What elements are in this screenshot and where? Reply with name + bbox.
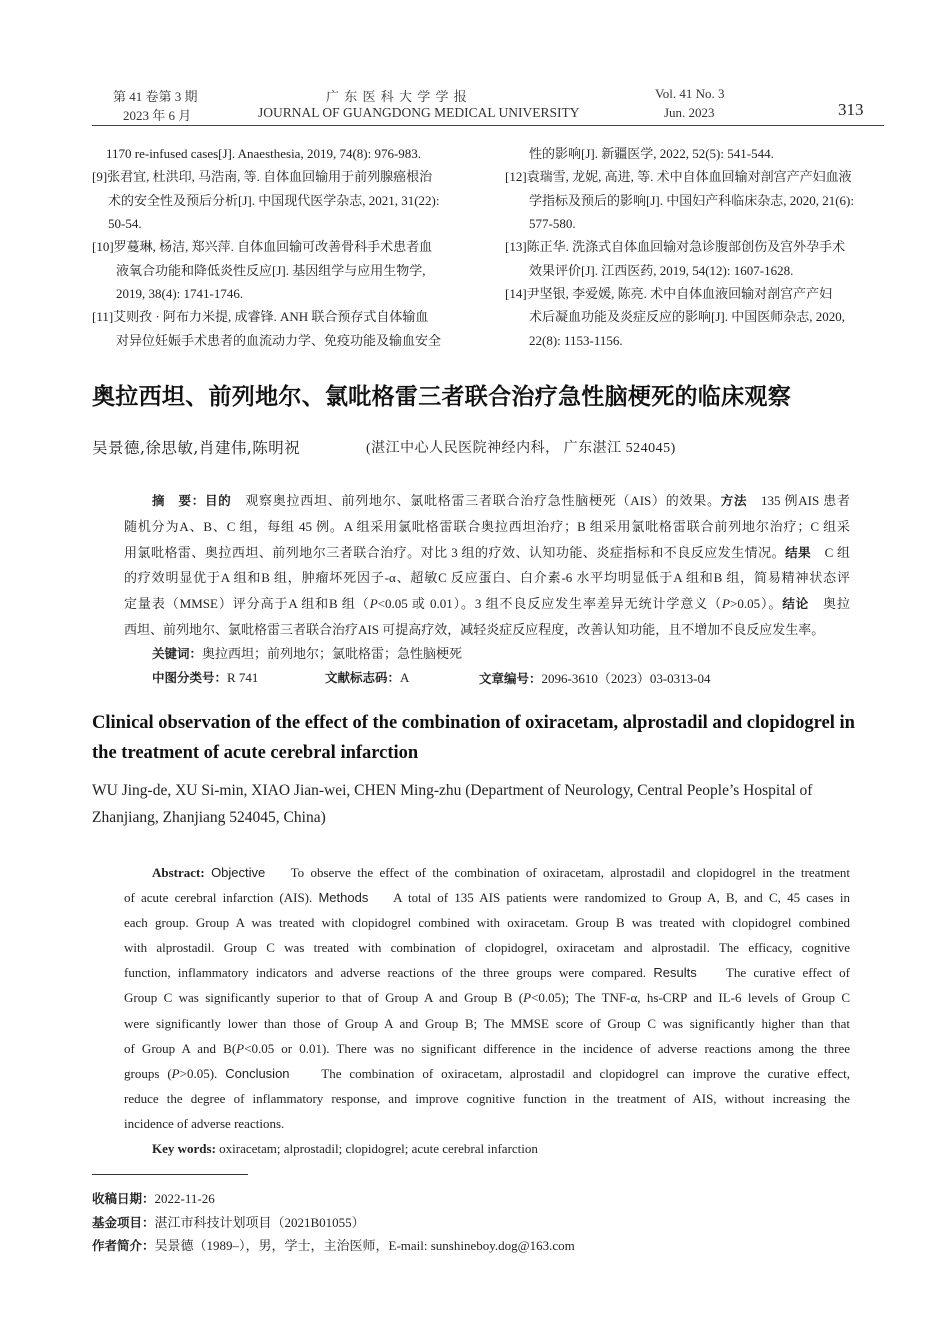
abstract-cn-text: <0.05 或 0.01）。3 组不良反应发生率差异无统计学意义（ (377, 596, 723, 612)
abstract-en-line: incidence of adverse reactions. (124, 1115, 285, 1131)
article-number (479, 668, 711, 687)
footnote-received (92, 1189, 215, 1207)
reference-line: [14]尹坚银, 李爱媛, 陈亮. 术中自体血液回输对剖宫产产妇 (505, 286, 833, 301)
abstract-en-text: The combination of oxiracetam, alprostadil and clopidogrel can improve the curative effect, (321, 1065, 850, 1081)
document-code (325, 668, 409, 686)
article-title-en-line1: Clinical observation of the effect of the combination of oxiracetam, alprostadil and clopidogrel in (92, 713, 855, 733)
abstract-cn-line: 西坦、前列地尔、氯吡格雷三者联合治疗AIS 可提高疗效，减轻炎症反应程度，改善认知功能，且不增加不良反应发生率。 (124, 621, 825, 637)
reference-line: 术的安全性及预后分析[J]. 中国现代医学杂志, 2021, 31(22): (108, 193, 440, 208)
abstract-label-cn: 摘 要： (152, 493, 206, 508)
abstract-en-line: with alprostadil. Group C was treated with combination of clopidogrel, oxiracetam and alprostadil. The efficacy, cognitive (124, 940, 850, 956)
abstract-en-text: The curative effect of (725, 965, 850, 981)
reference-line: 2019, 38(4): 1741-1746. (116, 286, 244, 301)
abstract-en-line (124, 1036, 850, 1061)
abstract-cn-text: 观察奥拉西坦、前列地尔、氯吡格雷三者联合治疗急性脑梗死（AIS）的效果。 (231, 493, 721, 508)
reference-line: [10]罗蔓琳, 杨洁, 郑兴萍. 自体血回输可改善骨科手术患者血 (92, 239, 433, 254)
reference-line: 性的影响[J]. 新疆医学, 2022, 52(5): 541-544. (529, 146, 774, 161)
authors-en-line2: Zhanjiang, Zhanjiang 524045, China) (92, 809, 326, 826)
reference-line: 术后凝血功能及炎症反应的影响[J]. 中国医师杂志, 2020, (529, 309, 845, 324)
header-volume-cn: 第 41 卷第 3 期 (113, 89, 198, 104)
header-date-cn: 2023 年 6 月 (123, 108, 192, 123)
abstract-en-text: <0.05 or 0.01). There was no significant difference in the incidence of adverse reactions among the three (244, 1040, 850, 1056)
abstract-cn-line (124, 591, 850, 617)
abstract-cn-line (124, 540, 850, 566)
p-value-symbol: P (171, 1065, 180, 1081)
header-date-en: Jun. 2023 (664, 105, 715, 120)
abstract-cn-text: C 组 (811, 544, 850, 560)
methods-label-en: Methods (318, 890, 369, 906)
abstract-cn-text: 定量表（MMSE）评分高于A 组和B 组（ (124, 596, 370, 612)
reference-line: [9]张君宜, 杜洪印, 马浩南, 等. 自体血回输用于前列腺癌根治 (92, 169, 433, 184)
abstract-en-text: of acute cerebral infarction (AIS). (124, 890, 313, 906)
abstract-en-line: each group. Group A was treated with clopidogrel combined with oxiracetam. Group B was treated with clopidogrel combined (124, 915, 850, 931)
article-title-cn: 奥拉西坦、前列地尔、氯吡格雷三者联合治疗急性脑梗死的临床观察 (92, 384, 791, 410)
abstract-en-text: Group C was significantly superior to that of Group A and Group B ( (124, 990, 524, 1006)
reference-line: [12]袁瑞雪, 龙妮, 高进, 等. 术中自体血回输对剖宫产产妇血液 (505, 169, 852, 184)
reference-line: 577-580. (529, 216, 576, 231)
reference-line: 对异位妊娠手术患者的血流动力学、免疫功能及输血安全 (116, 333, 442, 348)
keywords-label-cn: 关键词： (152, 646, 203, 661)
received-label: 收稿日期： (92, 1191, 155, 1206)
abstract-en-line (124, 885, 850, 910)
reference-line: 效果评价[J]. 江西医药, 2019, 54(12): 1607-1628. (529, 263, 794, 278)
reference-line: 学指标及预后的影响[J]. 中国妇产科临床杂志, 2020, 21(6): (529, 193, 854, 208)
abstract-en-line: were significantly lower than those of Group A and Group B; The MMSE score of Group C was significantly higher than that (124, 1015, 850, 1031)
abstract-cn-line (124, 488, 850, 514)
article-title-en-line2: the treatment of acute cerebral infarction (92, 743, 419, 763)
keywords-cn-text: 奥拉西坦；前列地尔；氯吡格雷；急性脑梗死 (202, 646, 463, 661)
header-journal-en: JOURNAL OF GUANGDONG MEDICAL UNIVERSITY (258, 105, 580, 120)
abstract-en-line (124, 960, 850, 985)
methods-label-cn: 方法 (720, 493, 748, 508)
p-value-symbol: P (722, 596, 730, 612)
page-number: 313 (838, 100, 864, 119)
fund-label: 基金项目： (92, 1215, 155, 1230)
footnote-rule (92, 1174, 248, 1175)
keywords-cn (152, 643, 462, 662)
abstract-en-text: <0.05); The TNF-α, hs-CRP and IL-6 levels of Group C (531, 990, 850, 1006)
reference-line: 50-54. (108, 216, 142, 231)
abstract-en-text: groups ( (124, 1065, 172, 1081)
received-date: 2022-11-26 (154, 1191, 215, 1206)
reference-line: 22(8): 1153-1156. (529, 333, 623, 348)
objective-label-cn: 目的 (205, 493, 232, 508)
reference-line: 液氧合功能和降低炎性反应[J]. 基因组学与应用生物学, (116, 263, 426, 278)
p-value-symbol: P (523, 990, 532, 1006)
author-bio-text: 吴景德（1989–），男，学士，主治医师，E-mail: sunshineboy.dog@163.com (154, 1238, 575, 1253)
article-no-label: 文章编号： (479, 671, 542, 686)
abstract-en-text: >0.05). (179, 1065, 218, 1081)
abstract-en (124, 860, 850, 1136)
conclusion-label-en: Conclusion (225, 1065, 290, 1081)
abstract-en-line (124, 985, 850, 1010)
affiliation-cn: (湛江中心人民医院神经内科， 广东湛江 524045) (366, 441, 676, 456)
clc-label: 中图分类号： (152, 670, 228, 685)
header-rule (92, 125, 884, 126)
p-value-symbol: P (369, 596, 378, 612)
authors-en-line1: WU Jing-de, XU Si-min, XIAO Jian-wei, CHEN Ming-zhu (Department of Neurology, Central People’s Hospital of (92, 782, 813, 799)
results-label-cn: 结果 (785, 544, 812, 560)
results-label-en: Results (653, 965, 697, 981)
doc-code-label: 文献标志码： (325, 670, 401, 685)
doc-code-value: A (400, 670, 410, 685)
abstract-cn-text: 135 例AIS 患者 (747, 493, 850, 508)
footnote-author (92, 1235, 575, 1254)
reference-line: 1170 re-infused cases[J]. Anaesthesia, 2019, 74(8): 976-983. (106, 146, 422, 161)
abstract-en-text: A total of 135 AIS patients were randomized to Group A, B, and C, 45 cases in (393, 890, 850, 906)
header-volume-en: Vol. 41 No. 3 (655, 86, 725, 101)
abstract-en-line (124, 860, 850, 885)
abstract-en-line (124, 1061, 850, 1086)
clc-number (152, 668, 258, 686)
clc-value: R 741 (227, 670, 259, 685)
authors-cn: 吴景德,徐思敏,肖建伟,陈明祝 (92, 439, 301, 457)
reference-line: [11]艾则孜 · 阿布力米提, 成睿锋. ANH 联合预存式自体输血 (92, 309, 429, 324)
abstract-cn-text: 用氯吡格雷、奥拉西坦、前列地尔三者联合治疗。对比 3 组的疗效、认知功能、炎症指标和不良反应发生情况。 (124, 544, 786, 560)
abstract-en-text: of Group A and B( (124, 1040, 237, 1056)
abstract-en-text: function, inflammatory indicators and adverse reactions of the three groups were compared. (124, 965, 647, 981)
abstract-cn-line: 的疗效明显优于A 组和B 组，肿瘤坏死因子-α、超敏C 反应蛋白、白介素-6 水平均明显低于A 组和B 组，简易精神状态评 (124, 570, 850, 586)
keywords-label-en: Key words: (152, 1141, 216, 1156)
header-journal-cn: 广 东 医 科 大 学 学 报 (326, 89, 468, 104)
abstract-label-en: Abstract: (152, 865, 205, 880)
abstract-cn (124, 488, 850, 643)
footnote-fund (92, 1212, 365, 1231)
author-bio-label: 作者简介： (92, 1238, 155, 1253)
keywords-en (152, 1141, 538, 1157)
abstract-en-line: reduce the degree of inflammatory response, and improve cognitive function in the treatment of AIS, without increasing the (124, 1090, 850, 1106)
keywords-en-text: oxiracetam; alprostadil; clopidogrel; acute cerebral infarction (219, 1141, 538, 1156)
p-value-symbol: P (236, 1040, 245, 1056)
reference-line: [13]陈正华. 洗涤式自体血回输对急诊腹部创伤及宫外孕手术 (505, 239, 846, 254)
abstract-cn-text: >0.05）。 (730, 596, 783, 612)
objective-label-en: Objective (211, 865, 266, 880)
conclusion-label-cn: 结论 (782, 596, 810, 612)
abstract-cn-line: 随机分为A、B、C 组，每组 45 例。A 组采用氯吡格雷联合奥拉西坦治疗；B 组采用氯吡格雷联合前列地尔治疗；C 组采 (124, 518, 850, 534)
abstract-cn-text: 奥拉 (809, 596, 850, 612)
article-no-value: 2096-3610（2023）03-0313-04 (541, 671, 711, 686)
fund-text: 湛江市科技计划项目（2021B01055） (154, 1215, 365, 1230)
abstract-en-text: To observe the effect of the combination of oxiracetam, alprostadil and clopidogrel in the treatment (290, 865, 850, 880)
